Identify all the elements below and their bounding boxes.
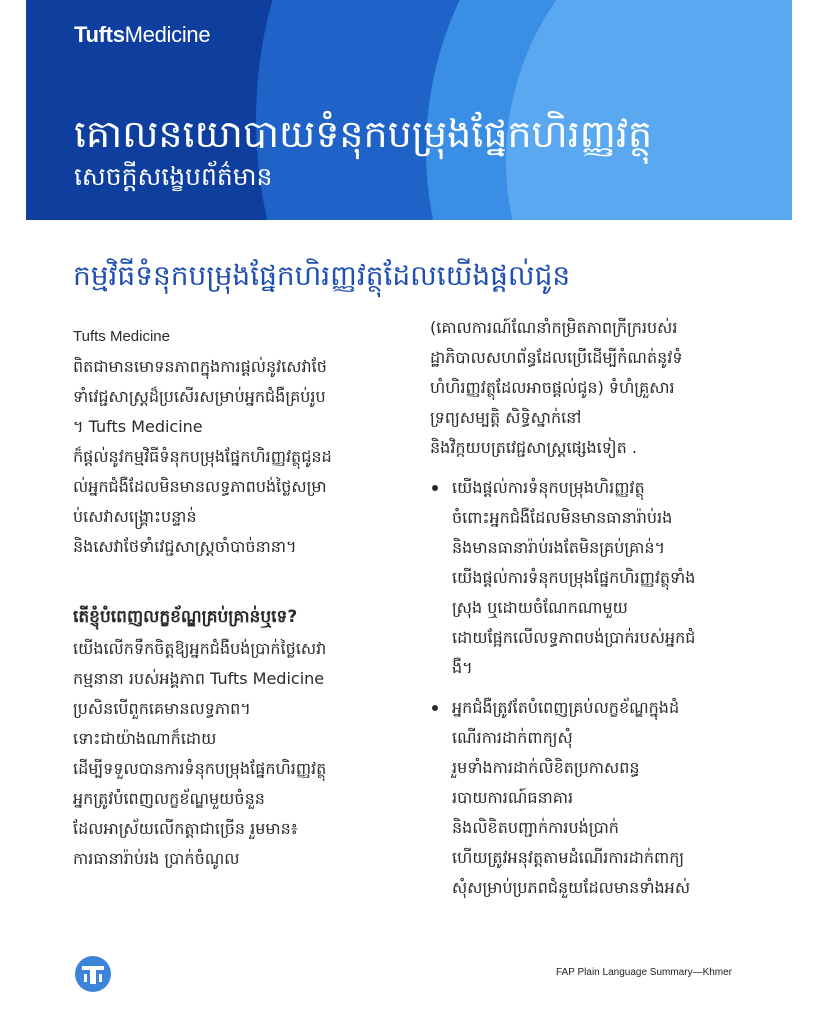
text-line: សុំសម្រាប់ប្រភពជំនួយដែលមានទាំងអស់ <box>452 878 691 897</box>
text-line: អ្នកត្រូវបំពេញលក្ខខ័ណ្ឌមួយចំនួន <box>73 789 265 808</box>
document-title: គោលនយោបាយទំនុកបម្រុងផ្នែកហិរញ្ញវត្ថុ <box>74 112 653 156</box>
banner-arc-decoration <box>506 0 792 220</box>
text-line: រួមទាំងការដាក់លិខិតប្រកាសពន្ធ <box>452 758 640 777</box>
text-line: ក៏ផ្តល់នូវកម្មវិធីទំនុកបម្រុងផ្នែកហិរញ្ញវត្ថុជូនដ <box>73 447 332 466</box>
text-line: Tufts Medicine <box>73 328 170 345</box>
footer-document-label: FAP Plain Language Summary—Khmer <box>556 967 733 978</box>
text-line: ទោះជាយ៉ាងណាក៏ដោយ <box>73 729 217 748</box>
text-line: កម្មនានា របស់អង្គភាព Tufts Medicine <box>73 669 325 688</box>
document-subtitle: សេចក្តីសង្ខេបព័ត៌មាន <box>74 162 273 191</box>
text-line: (គោលការណ៍ណែនាំកម្រិតភាពក្រីក្ររបស់រ <box>430 318 678 337</box>
text-line: យើងផ្តល់ការទំនុកបម្រុងផ្នែកហិរញ្ញវត្ថុទាំង <box>452 568 696 587</box>
right-column <box>430 313 760 903</box>
bullet-dot-icon <box>432 485 438 491</box>
eligibility-question-heading: តើខ្ញុំបំពេញលក្ខខ័ណ្ឌគ្រប់គ្រាន់ឬទេ? <box>73 607 298 627</box>
text-line: ទ្រព្យសម្បត្តិ សិទ្ធិស្នាក់នៅ <box>430 408 582 427</box>
left-column <box>73 322 393 874</box>
text-line: ណើរការដាក់ពាក្យសុំ <box>452 728 573 747</box>
text-line: ហើយត្រូវអនុវត្តតាមដំណើរការដាក់ពាក្យ <box>452 848 685 867</box>
text-line: ដោយផ្អែកលើលទ្ធភាពបង់ប្រាក់របស់អ្នកជំ <box>452 628 696 647</box>
text-line: ដែលអាស្រ័យលើកត្តាជាច្រើន រួមមាន៖ <box>73 819 298 838</box>
text-line: យើងលើកទឹកចិត្តឱ្យអ្នកជំងឺបង់ប្រាក់ថ្លៃសេវា <box>73 639 327 658</box>
text-line: ទាំវេជ្ជសាស្ត្រដ៏ប្រសើរសម្រាប់អ្នកជំងឺគ្រប់រូប <box>73 387 326 406</box>
continued-paragraph <box>430 313 760 463</box>
text-line: និងមានធានារ៉ាប់រងតែមិនគ្រប់គ្រាន់។ <box>452 538 666 557</box>
text-line: ដ្ឋាភិបាលសហព័ន្ធដែលប្រើដើម្បីកំណត់នូវទំ <box>430 348 683 367</box>
text-line: និងសេវាថែទាំវេជ្ជសាស្ត្រចាំបាច់នានា។ <box>73 537 297 556</box>
text-line: ហំហិរញ្ញវត្ថុដែលអាចផ្តល់ជូន) ទំហំគ្រួសារ <box>430 378 675 397</box>
text-line: ប្រសិនបើពួកគេមានលទ្ធភាព។ <box>73 699 251 718</box>
text-line: និងលិខិតបញ្ជាក់ការបង់ប្រាក់ <box>452 818 619 837</box>
text-line: អ្នកជំងឺត្រូវតែបំពេញគ្រប់លក្ខខ័ណ្ឌក្នុងដំ <box>452 698 680 717</box>
text-line: និងវិក្កយបត្រវេជ្ជសាស្ត្រផ្សេងទៀត . <box>430 438 637 457</box>
eligibility-paragraph <box>73 634 393 874</box>
text-line: យើងផ្តល់ការទំនុកបម្រុងហិរញ្ញវត្ថុ <box>452 478 645 497</box>
text-line: ។ Tufts Medicine <box>73 417 203 436</box>
text-line: ដើម្បីទទួលបានការទំនុកបម្រុងផ្នែកហិរញ្ញវត្ថុ <box>73 759 327 778</box>
bullet-item <box>430 693 760 903</box>
text-line: របាយការណ៍ធនាគារ <box>452 788 574 807</box>
header-banner <box>26 0 792 220</box>
text-line: ចំពោះអ្នកជំងឺដែលមិនមានធានារ៉ាប់រង <box>452 508 673 527</box>
tufts-medicine-mark-icon <box>74 955 112 993</box>
text-line: ងឺ។ <box>452 658 473 677</box>
section-heading: កម្មវិធីទំនុកបម្រុងផ្នែកហិរញ្ញវត្ថុដែលយើងផ្តល់ជូន <box>73 259 571 292</box>
bullet-dot-icon <box>432 705 438 711</box>
text-line: ពិតជាមានមោទនភាពក្នុងការផ្តល់នូវសេវាថែ <box>73 357 327 376</box>
text-line: ការធានារ៉ាប់រង ប្រាក់ចំណូល <box>73 849 240 868</box>
intro-paragraph <box>73 322 393 562</box>
text-line: ល់អ្នកជំងឺដែលមិនមានលទ្ធភាពបង់ថ្លៃសម្រា <box>73 477 327 496</box>
text-line: ប់សេវាសង្គ្រោះបន្ទាន់ <box>73 507 197 526</box>
bullet-item <box>430 473 760 683</box>
tufts-medicine-logo: TuftsMedicine <box>74 22 211 47</box>
text-line: ស្រុង ឬដោយចំណែកណាមួយ <box>452 598 628 617</box>
